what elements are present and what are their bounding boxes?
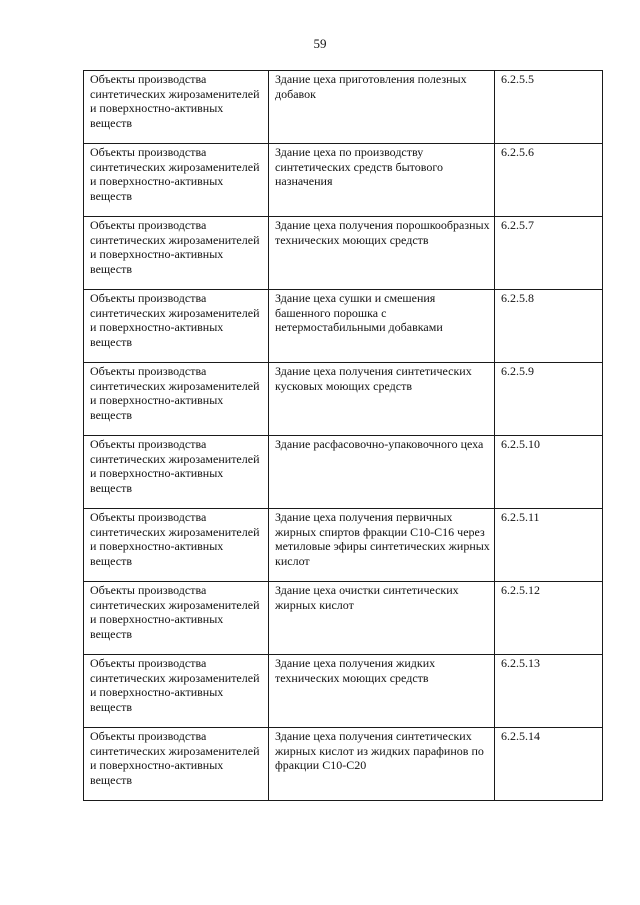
table-row (84, 217, 603, 290)
code-cell: 6.2.5.6 (495, 144, 603, 217)
table-row (84, 509, 603, 582)
table-row (84, 436, 603, 509)
table-row (84, 290, 603, 363)
registry-table (83, 70, 603, 801)
code-cell: 6.2.5.10 (495, 436, 603, 509)
code-cell: 6.2.5.13 (495, 655, 603, 728)
building-cell: Здание цеха по производству синтетических средств бытового назначения (269, 144, 495, 217)
building-cell: Здание цеха получения порошкообразных технических моющих средств (269, 217, 495, 290)
object-cell: Объекты производства синтетических жирозаменителей и поверхностно-активных веществ (84, 290, 269, 363)
code-cell: 6.2.5.11 (495, 509, 603, 582)
table-row (84, 144, 603, 217)
building-cell: Здание цеха приготовления полезных добавок (269, 71, 495, 144)
building-cell: Здание цеха получения первичных жирных спиртов фракции С10-С16 через метиловые эфиры синтетических жирных кислот (269, 509, 495, 582)
table-row (84, 363, 603, 436)
object-cell: Объекты производства синтетических жирозаменителей и поверхностно-активных веществ (84, 144, 269, 217)
building-cell: Здание цеха сушки и смешения башенного порошка с нетермостабильными добавками (269, 290, 495, 363)
building-cell: Здание цеха получения жидких технических моющих средств (269, 655, 495, 728)
object-cell: Объекты производства синтетических жирозаменителей и поверхностно-активных веществ (84, 363, 269, 436)
table-row (84, 582, 603, 655)
table-row (84, 655, 603, 728)
code-cell: 6.2.5.8 (495, 290, 603, 363)
building-cell: Здание цеха получения синтетических кусковых моющих средств (269, 363, 495, 436)
table-row (84, 728, 603, 801)
code-cell: 6.2.5.9 (495, 363, 603, 436)
object-cell: Объекты производства синтетических жирозаменителей и поверхностно-активных веществ (84, 582, 269, 655)
object-cell: Объекты производства синтетических жирозаменителей и поверхностно-активных веществ (84, 436, 269, 509)
object-cell: Объекты производства синтетических жирозаменителей и поверхностно-активных веществ (84, 509, 269, 582)
code-cell: 6.2.5.5 (495, 71, 603, 144)
page-number: 59 (313, 36, 327, 51)
object-cell: Объекты производства синтетических жирозаменителей и поверхностно-активных веществ (84, 71, 269, 144)
code-cell: 6.2.5.14 (495, 728, 603, 801)
code-cell: 6.2.5.12 (495, 582, 603, 655)
building-cell: Здание цеха очистки синтетических жирных кислот (269, 582, 495, 655)
object-cell: Объекты производства синтетических жирозаменителей и поверхностно-активных веществ (84, 728, 269, 801)
code-cell: 6.2.5.7 (495, 217, 603, 290)
building-cell: Здание расфасовочно-упаковочного цеха (269, 436, 495, 509)
object-cell: Объекты производства синтетических жирозаменителей и поверхностно-активных веществ (84, 217, 269, 290)
object-cell: Объекты производства синтетических жирозаменителей и поверхностно-активных веществ (84, 655, 269, 728)
building-cell: Здание цеха получения синтетических жирных кислот из жидких парафинов по фракции С10-С20 (269, 728, 495, 801)
table-row (84, 71, 603, 144)
